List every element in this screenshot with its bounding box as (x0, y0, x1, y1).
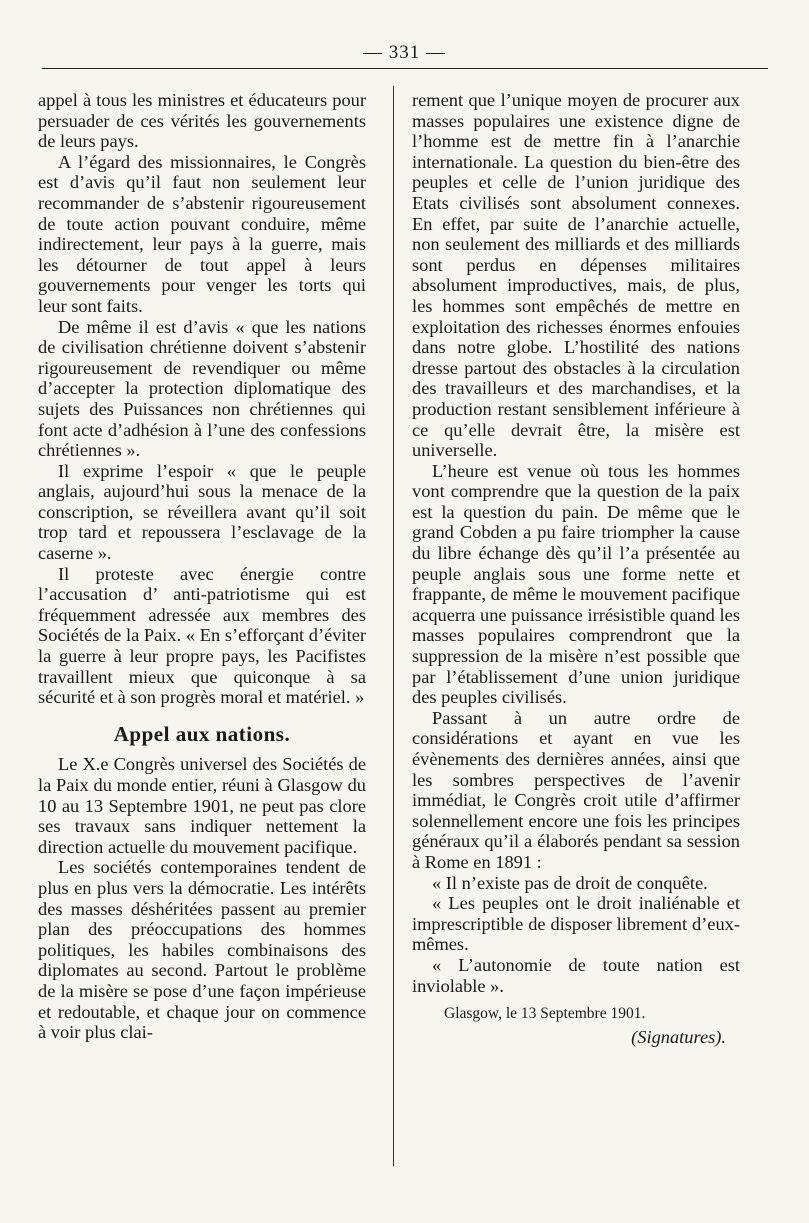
quote-paragraph: « Il n’existe pas de droit de conquête. (432, 872, 708, 893)
paragraph: Passant à un autre ordre de considérations et ayant en vue les évènements des dernières années, ainsi que les sombres perspectives de l’avenir immédiat, le Congrès croit utile d’affirmer solennellement encore une fois les principes généraux qu’il a élaborés pendant sa session à Rome en 1891 : (412, 707, 740, 872)
paragraph: Il exprime l’espoir « que le peuple anglais, aujourd’hui sous la menace de la conscription, se réveillera avant qu’il soit trop tard et repoussera l’esclavage de la caserne ». (38, 460, 366, 564)
left-column-paragraphs-after (38, 754, 366, 1042)
header-rule (42, 68, 768, 69)
paragraph: Le X.e Congrès universel des Sociétés de la Paix du monde entier, réuni à Glasgow du 10 au 13 Septembre 1901, ne peut pas clore ses travaux sans indiquer nettement la direction actuelle du mouvement pacifique. (38, 754, 366, 857)
paragraph: rement que l’unique moyen de procurer aux masses populaires une existence digne de l’homme est de mettre fin à l’anarchie internationale. La question du bien-être des peuples et celle de l’union juridique des Etats civilisés sont absolument connexes. En effet, par suite de l’anarchie actuelle, non seulement des milliards et des milliards sont perdus en dépenses militaires absolument improductives, mais, de plus, les hommes sont empêchés de mettre en exploitation des richesses énormes enfouies dans notre globe. L’hostilité des nations dresse partout des obstacles à la circulation des travailleurs et des marchandises, et la production restant sensiblement inférieure à ce qu’elle devrait être, la misère est universelle. (412, 90, 740, 461)
place-date-signoff: Glasgow, le 13 Septembre 1901. (444, 1005, 646, 1023)
paragraph: appel à tous les ministres et éducateurs pour persuader de ces vérités les gouvernements de leurs pays. (38, 90, 366, 152)
paragraph: Les sociétés contemporaines tendent de plus en plus vers la démocratie. Les intérêts des masses déshéritées passent au premier plan des préoccupations des hommes politiques, les habiles combinaisons des diplomates au second. Partout le problème de la misère se pose d’une façon impérieuse et redoutable, et chaque jour on commence à voir plus clai- (38, 857, 366, 1043)
quote-paragraph: « Les peuples ont le droit inaliénable et imprescriptible de disposer librement d’eux-mêmes. (412, 893, 740, 955)
paragraph: L’heure est venue où tous les hommes vont comprendre que la question de la paix est la question du pain. De même que le grand Cobden a pu faire triompher la cause du libre échange dès qu’il l’a présentée au peuple anglais sous une forme nette et frappante, de même le mouvement pacifique acquerra une puissance irrésistible quand les masses populaires comprendront que la suppression de la misère n’est possible que par l’établissement d’une union juridique des peuples civilisés. (412, 460, 740, 708)
left-column (38, 90, 366, 1043)
paragraph: De même il est d’avis « que les nations de civilisation chrétienne doivent s’abstenir rigoureusement de revendiquer ou même d’accepter la protection diplomatique des sujets des Puissances non chrétiennes qui font acte d’adhésion à l’une des confessions chrétiennes ». (38, 316, 366, 461)
section-heading: Appel aux nations. (113, 721, 291, 746)
column-divider (393, 86, 394, 1166)
paragraph: Il proteste avec énergie contre l’accusation d’ anti-patriotisme qui est fréquemment adressée aux membres des Sociétés de la Paix. « En s’efforçant d’éviter la guerre à leur propre pays, les Pacifistes travaillent mieux que quiconque à sa sécurité et à son progrès moral et matériel. » (38, 563, 366, 708)
right-column (412, 90, 740, 1047)
left-column-paragraphs-before (38, 90, 366, 708)
quote-paragraph: « L’autonomie de toute nation est inviolable ». (412, 954, 740, 996)
paragraph: A l’égard des missionnaires, le Congrès est d’avis qu’il faut non seulement leur recommander de s’abstenir rigoureusement de toute action pouvant conduire, même indirectement, leur pays à la guerre, mais les détourner de tout appel à leurs gouvernements pour venger les torts qui leur sont faits. (38, 151, 366, 316)
signatures: (Signatures). (631, 1026, 726, 1047)
page-number: — 331 — (363, 42, 446, 63)
